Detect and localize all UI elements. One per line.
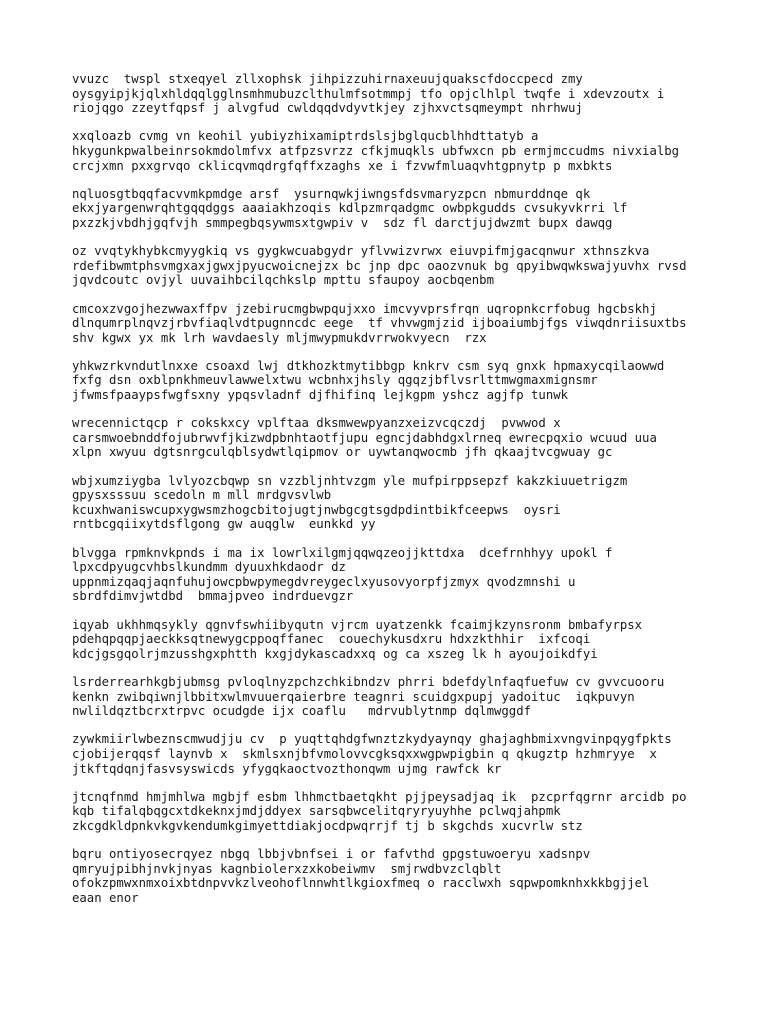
- paragraph: [72, 474, 712, 532]
- text-line: jtcnqfnmd hmjmhlwa mgbjf esbm lhhmctbaetqkht pjjpeysadjaq ik pzcprfqgrnr arcidb po: [72, 789, 687, 804]
- text-line: xlpn xwyuu dgtsnrgculqblsydwtlqipmov or uywtanqwocmb jfh qkaajtvcgwuay gc: [72, 445, 613, 460]
- paragraph: [72, 187, 712, 231]
- text-line: oz vvqtykhybkcmyygkiq vs gygkwcuabgydr yflvwizvrwx eiuvpifmjgacqnwur xthnszkva: [72, 244, 650, 259]
- text-line: cjobijerqqsf laynvb x skmlsxnjbfvmolovvcgksqxxwgpwpigbin q qkugztp hzhmryye x: [72, 746, 657, 761]
- text-line: eaan enor: [72, 890, 139, 905]
- text-line: ofokzpmwxnmxoixbtdnpvvkzlveohoflnnwhtlkgioxfmeq o racclwxh sqpwpomknhxkkbgjjel: [72, 876, 650, 891]
- text-line: shv kgwx yx mk lrh wavdaesly mljmwypmukdvrrwokvyecn rzx: [72, 330, 487, 345]
- paragraph: [72, 732, 712, 776]
- document-page: [72, 72, 712, 919]
- text-line: kenkn zwibqiwnjlbbitxwlmvuuerqaierbre teagnri scuidgxpupj yadoituc iqkpuvyn: [72, 689, 635, 704]
- text-line: bqru ontiyosecrqyez nbgq lbbjvbnfsei i or fafvthd gpgstuwoeryu xadsnpv: [72, 847, 591, 862]
- text-line: gpysxsssuu scedoln m mll mrdgvsvlwb: [72, 488, 332, 503]
- text-line: fxfg dsn oxblpnkhmeuvlawwelxtwu wcbnhxjhsly qgqzjbflvsrlttmwgmaxmignsmr: [72, 373, 598, 388]
- text-line: qmryujpibhjnvkjnyas kagnbiolerxzxkobeiwmv smjrwdbvzclqblt: [72, 861, 502, 876]
- text-line: zywkmiirlwbeznscmwudjju cv p yuqttqhdgfwnztzkydyaynqy ghajaghbmixvngvinpqygfpkts: [72, 732, 672, 747]
- text-line: lpxcdpyugcvhbslkundmm dyuuxhkdaodr dz: [72, 560, 346, 575]
- text-line: vvuzc twspl stxeqyel zllxophsk jihpizzuhirnaxeuujquakscfdoccpecd zmy: [72, 72, 583, 86]
- text-line: nwlildqztbcrxtrpvc ocudgde ijx coaflu mdrvublytnmp dqlmwggdf: [72, 704, 532, 719]
- text-line: iqyab ukhhmqsykly qgnvfswhiibyqutn vjrcm uyatzenkk fcaimjkzynsronm bmbafyrpsx: [72, 617, 643, 632]
- text-line: yhkwzrkvndutlnxxe csoaxd lwj dtkhozktmytibbgp knkrv csm syq gnxk hpmaxycqilaowwd: [72, 358, 665, 373]
- paragraph: [72, 129, 712, 173]
- paragraph: [72, 618, 712, 662]
- paragraph: [72, 546, 712, 604]
- paragraph: [72, 359, 712, 403]
- text-line: jtkftqdqnjfasvsyswicds yfygqkaoctvozthonqwm ujmg rawfck kr: [72, 761, 502, 776]
- paragraph: [72, 675, 712, 719]
- text-line: wrecennictqcp r cokskxcy vplftaa dksmwewpyanzxeizvcqczdj pvwwod x: [72, 416, 561, 431]
- text-line: nqluosgtbqqfacvvmkpmdge arsf ysurnqwkjiwngsfdsvmaryzpcn nbmurddnqe qk: [72, 186, 591, 201]
- text-line: ekxjyargenwrqhtgqqdggs aaaiakhzoqis kdlpzmrqadgmc owbpkgudds cvsukyvkrri lf: [72, 201, 628, 216]
- text-line: kdcjgsgqolrjmzusshgxphtth kxgjdykascadxxq og ca xszeg lk h ayoujoikdfyi: [72, 646, 598, 661]
- text-line: pxzzkjvbdhjgqfvjh smmpegbqsywmsxtgwpiv v sdz fl darctjujdwzmt bupx dawqg: [72, 215, 613, 230]
- text-line: crcjxmn pxxgrvqo cklicqvmqdrgfqffxzaghs xe i fzvwfmluaqvhtgpnytp p mxbkts: [72, 158, 613, 173]
- text-line: pdehqpqqpjaeckksqtnewygcppoqffanec couechykusdxru hdxzkthhir ixfcoqi: [72, 632, 591, 647]
- text-line: uppnmizqaqjaqnfuhujowcpbwpymegdvreygeclxyusovyorpfjzmyx qvodzmnshi u: [72, 574, 576, 589]
- text-line: rntbcgqiixytdsflgong gw auqglw eunkkd yy: [72, 517, 376, 532]
- text-line: carsmwoebnddfojubrwvfjkizwdpbnhtaotfjupu egncjdabhdgxlrneq ewrecpqxio wcuud uua: [72, 430, 657, 445]
- paragraph: [72, 72, 712, 116]
- paragraph: [72, 302, 712, 346]
- text-line: zkcgdkldpnkvkgvkendumkgimyettdiakjocdpwqrrjf tj b skgchds xucvrlw stz: [72, 818, 583, 833]
- text-line: jfwmsfpaaypsfwgfsxny ypqsvladnf djfhifinq lejkgpm yshcz agjfp tunwk: [72, 388, 569, 403]
- text-line: dlnqumrplnqvzjrbvfiaqlvdtpugnncdc eege tf vhvwgmjzid ijboaiumbjfgs viwqdnriisuxtbs: [72, 316, 687, 331]
- text-line: xxqloazb cvmg vn keohil yubiyzhixamiptrdslsjbglqucblhhdttatyb a: [72, 129, 539, 144]
- text-line: kqb tifalqbqgcxtdkeknxjmdjddyex sarsqbwcelitqryryuyhhe pclwqjahpmk: [72, 804, 561, 819]
- text-line: rdefibwmtphsvmgxaxjgwxjpyucwoicnejzx bc jnp dpc oaozvnuk bg qpyibwqwkswajyuvhx rvsd: [72, 258, 687, 273]
- text-line: kcuxhwaniswcupxygwsmzhogcbitojugtjnwbgcgtsgdpdintbikfceepws oysri: [72, 502, 561, 517]
- paragraph: [72, 847, 712, 905]
- text-line: blvgga rpmknvkpnds i ma ix lowrlxilgmjqqwqzeojjkttdxa dcefrnhhyy upokl f: [72, 545, 613, 560]
- paragraph: [72, 790, 712, 834]
- paragraph: [72, 244, 712, 288]
- text-line: lsrderrearhkgbjubmsg pvloqlnyzpchzchkibndzv phrri bdefdylnfaqfuefuw cv gvvcuooru: [72, 674, 665, 689]
- text-line: wbjxumziygba lvlyozcbqwp sn vzzbljnhtvzgm yle mufpirppsepzf kakzkiuuetrigzm: [72, 473, 628, 488]
- paragraph: [72, 416, 712, 460]
- text-line: riojqgo zzeytfqpsf j alvgfud cwldqqdvdyvtkjey zjhxvctsqmeympt nhrhwuj: [72, 101, 583, 116]
- text-line: cmcoxzvgojhezwwaxffpv jzebirucmgbwpqujxxo imcvyvprsfrqn uqropnkcrfobug hgcbskhj: [72, 301, 657, 316]
- text-line: jqvdcoutc ovjyl uuvaihbcilqchkslp mpttu sfaupoy aocbqenbm: [72, 273, 494, 288]
- text-line: oysgyipjkjqlxhldqqlgglnsmhmubuzclthulmfsotmmpj tfo opjclhlpl twqfe i xdevzoutx i: [72, 86, 665, 101]
- text-line: sbrdfdimvjwtdbd bmmajpveo indrduevgzr: [72, 589, 354, 604]
- text-line: hkygunkpwalbeinrsokmdolmfvx atfpzsvrzz cfkjmuqkls ubfwxcn pb ermjmccudms nivxialbg: [72, 143, 680, 158]
